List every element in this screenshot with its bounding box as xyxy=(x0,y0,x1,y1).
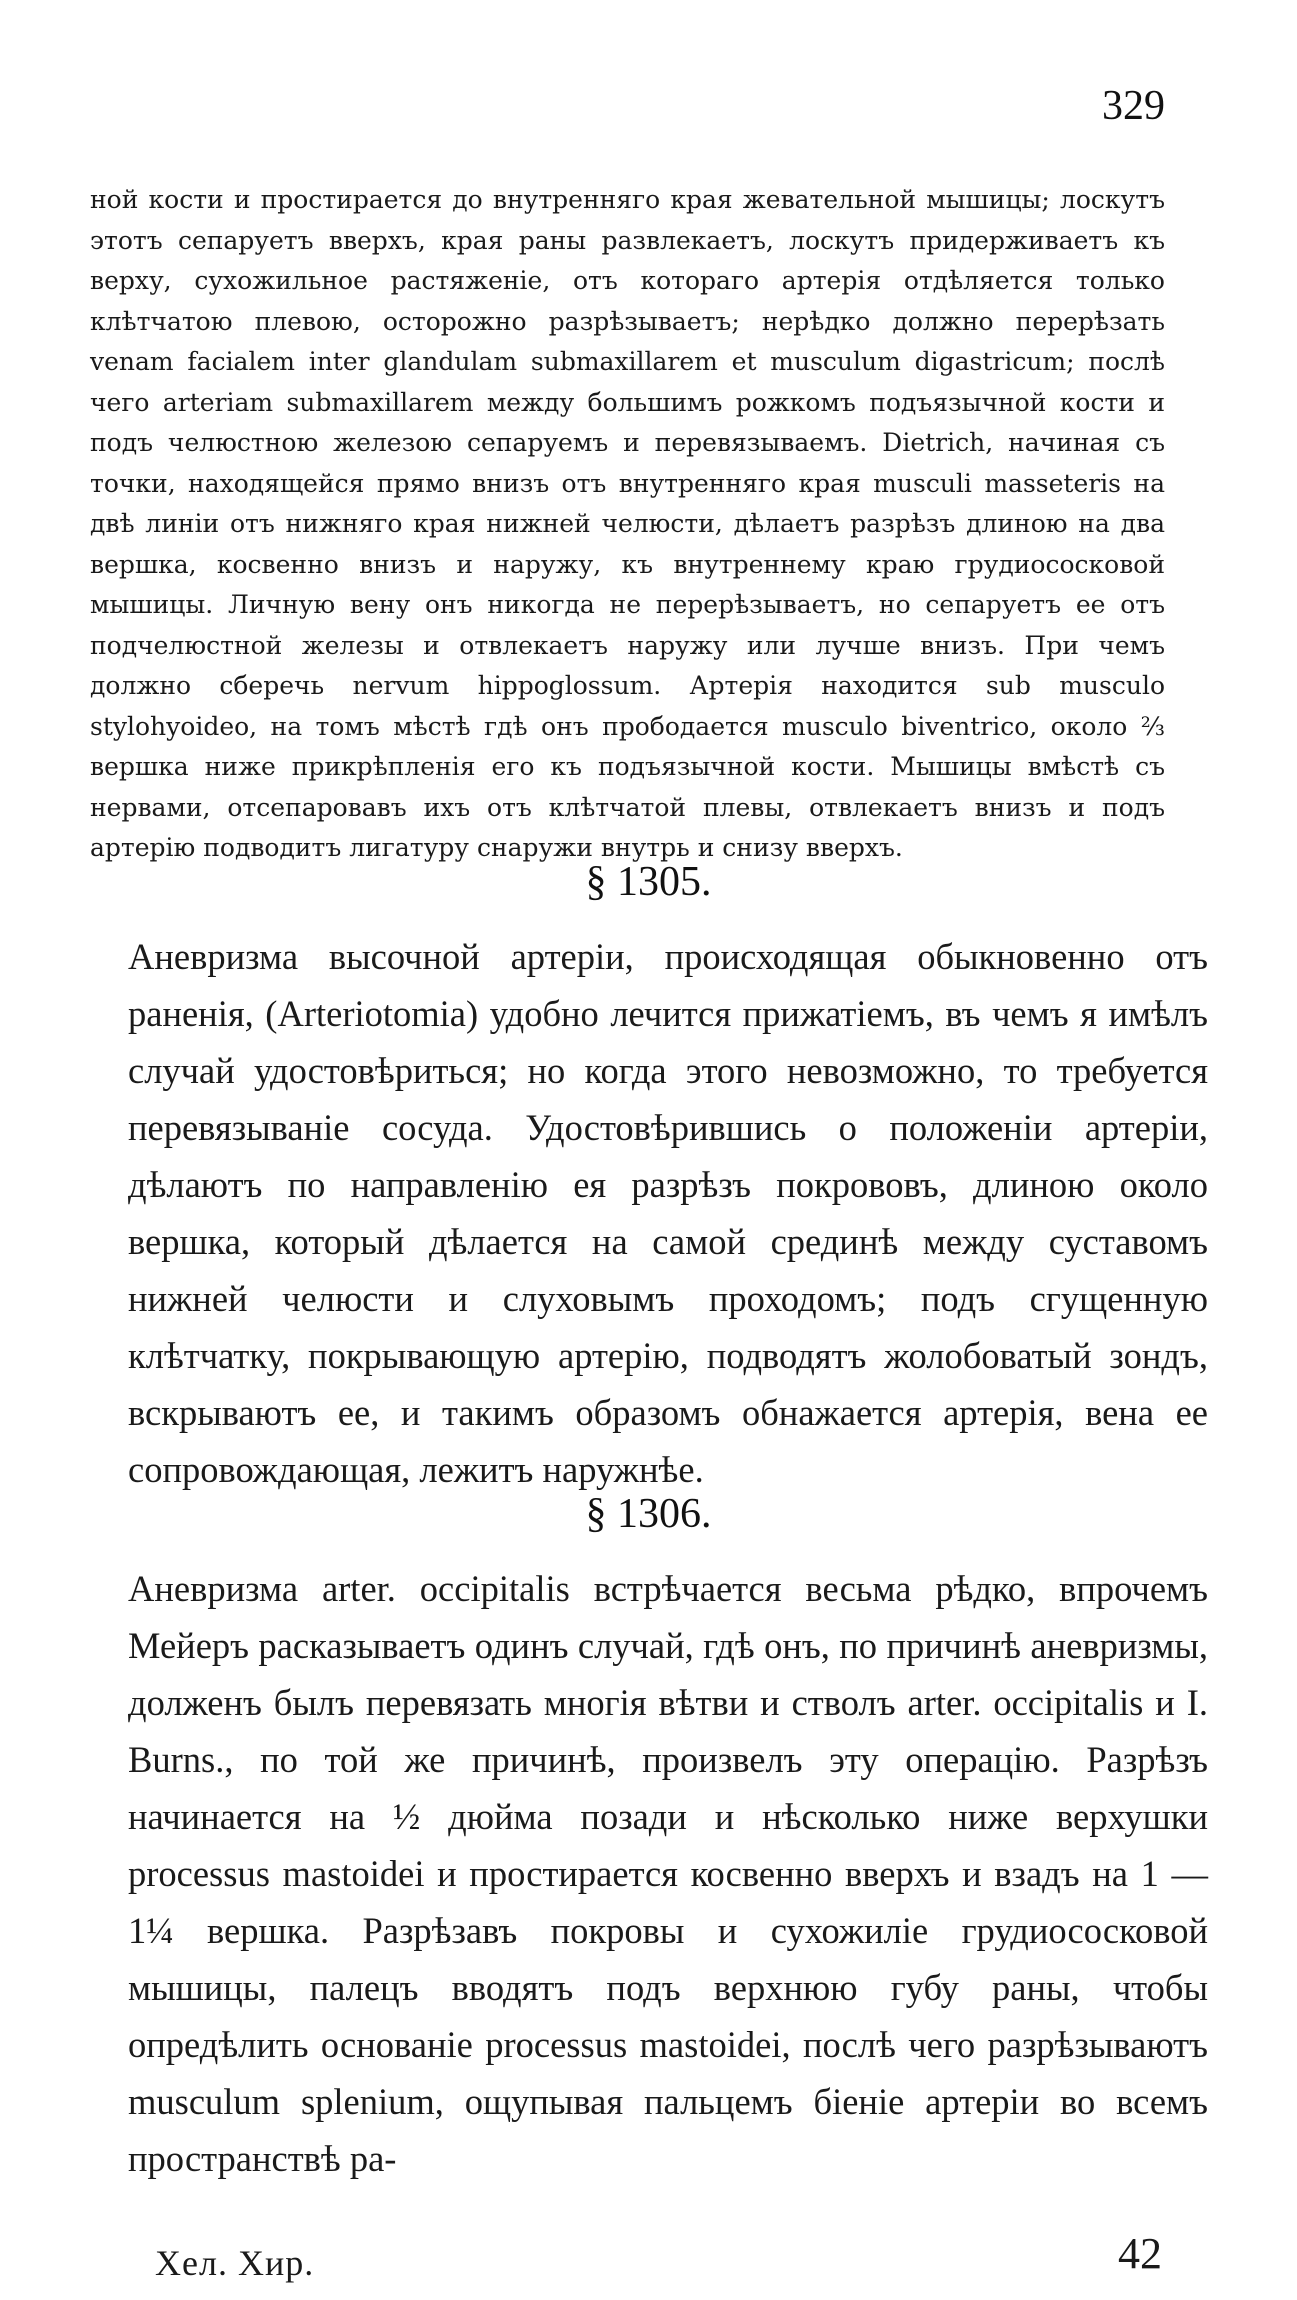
top-paragraph: ной кости и простирается до внутренняго края жевательной мышицы; лоскутъ этотъ сепаруетъ вверхъ, края раны развлекаетъ, лоскутъ придерживаетъ къ верху, сухожильное растяженіе, отъ котораго артерія отдѣляется только клѣтчатою плевою, осторожно разрѣзываетъ; нерѣдко должно перерѣзать venam facialem inter glandulam submaxillarem et musculum digastricum; послѣ чего arteriam submaxillarem между большимъ рожкомъ подъязычной кости и подъ челюстною железою сепаруемъ и перевязываемъ. Dietrich, начиная съ точки, находящейся прямо внизъ отъ внутренняго края musculi masseteris на двѣ линіи отъ нижняго края нижней челюсти, дѣлаетъ разрѣзъ длиною на два вершка, косвенно внизъ и наружу, къ внутреннему краю грудиососковой мышицы. Личную вену онъ никогда не перерѣзываетъ, но сепаруетъ ее отъ подчелюстной железы и отвлекаетъ наружу или лучше внизъ. При чемъ должно сберечь nervum hippoglossum. Артерія находится sub musculo stylohyoideo, на томъ мѣстѣ гдѣ онъ прободается musculo biventrico, около ⅔ вершка ниже прикрѣпленія его къ подъязычной кости. Мышицы вмѣстѣ съ нервами, отсепаровавъ ихъ отъ клѣтчатой плевы, отвлекаетъ внизъ и подъ артерію подводитъ лигатуру снаружи внутрь и снизу вверхъ. xyxy=(90,185,1165,862)
page-number: 329 xyxy=(1102,83,1165,129)
signature-mark: Хел. Хир. xyxy=(155,2243,315,2283)
sheet-number: 42 xyxy=(1118,2229,1162,2278)
paragraph-1305: Аневризма высочной артеріи, происходящая обыкновенно отъ раненія, (Arteriotomia) удобно лечится прижатіемъ, въ чемъ я имѣлъ случай удостовѣриться; но когда этого невозможно, то требуется перевязываніе сосуда. Удостовѣрившись о положеніи артеріи, дѣлаютъ по направленію ея разрѣзъ покрововъ, длиною около вершка, который дѣлается на самой срединѣ между суставомъ нижней челюсти и слуховымъ проходомъ; подъ сгущенную клѣтчатку, покрывающую артерію, подводятъ жолобоватый зондъ, вскрываютъ ее, и такимъ образомъ обнажается артерія, вена ее сопровождающая, лежитъ наружнѣе. xyxy=(128,936,1208,1490)
section-heading-1305: § 1305. xyxy=(585,859,712,905)
section-heading-1306: § 1306. xyxy=(585,1491,712,1537)
paragraph-1306: Аневризма arter. occipitalis встрѣчается весьма рѣдко, впрочемъ Мейеръ расказываетъ одинъ случай, гдѣ онъ, по причинѣ аневризмы, долженъ былъ перевязать многія вѣтви и стволъ arter. occipitalis и I. Burns., по той же причинѣ, произвелъ эту операцію. Разрѣзъ начинается на ½ дюйма позади и нѣсколько ниже верхушки processus mastoidei и простирается косвенно вверхъ и взадъ на 1 — 1¼ вершка. Разрѣзавъ покровы и сухожиліе грудиососковой мышицы, палецъ вводятъ подъ верхнюю губу раны, чтобы опредѣлить основаніе processus mastoidei, послѣ чего разрѣзываютъ musculum splenium, ощупывая пальцемъ біеніе артеріи во всемъ пространствѣ ра- xyxy=(128,1568,1208,2179)
